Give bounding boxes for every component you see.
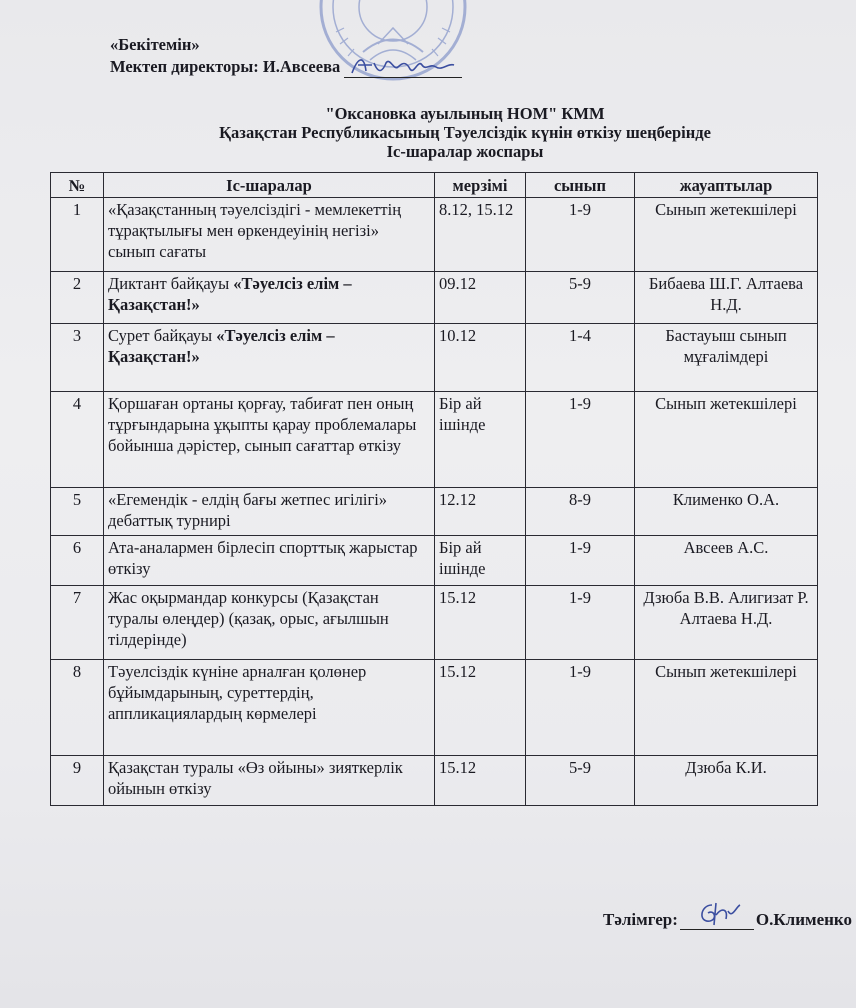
row-class: 5-9 — [526, 272, 635, 324]
footer-name: О.Клименко — [755, 910, 852, 929]
row-responsible: Бастауыш сынып мұғалімдері — [635, 324, 818, 392]
activity-bold-title: «Тәуелсіз елім – Қазақстан!» — [108, 274, 352, 314]
header-activities: Іс-шаралар — [104, 173, 435, 198]
row-activity — [104, 272, 435, 324]
row-responsible: Дзюба К.И. — [635, 756, 818, 806]
table-row — [51, 586, 818, 660]
activity-text: Сурет байқауы — [108, 326, 213, 345]
row-number: 2 — [51, 272, 104, 324]
activity-text: Диктант байқауы — [108, 274, 230, 293]
row-number: 4 — [51, 392, 104, 488]
row-responsible: Дзюба В.В. Алигизат Р. Алтаева Н.Д. — [635, 586, 818, 660]
director-signature — [348, 53, 458, 79]
activity-text: Тәуелсіздік күніне арналған қолөнер бұйымдарының, суреттердің, аппликациялардың көрмелері — [108, 662, 367, 723]
header-number: № — [51, 173, 104, 198]
row-activity — [104, 586, 435, 660]
row-activity — [104, 660, 435, 756]
row-responsible: Сынып жетекшілері — [635, 198, 818, 272]
document-heading — [80, 104, 850, 161]
activity-text: «Егемендік - елдің бағы жетпес игілігі» дебаттық турнирі — [108, 490, 388, 530]
row-activity — [104, 756, 435, 806]
activity-text: Жас оқырмандар конкурсы (Қазақстан туралы өлеңдер) (қазақ, орыс, ағылшын тілдерінде) — [108, 588, 389, 649]
row-class: 8-9 — [526, 488, 635, 536]
director-label: Мектеп директоры: И.Авсеева — [110, 57, 341, 76]
row-term: 10.12 — [435, 324, 526, 392]
footer-signature-line — [680, 911, 754, 930]
approval-block — [110, 34, 462, 78]
table-row — [51, 198, 818, 272]
activity-text: «Қазақстанның тәуелсіздігі - мемлекеттің тұрақтылығы мен өркендеуінің негізі» сынып сағаты — [108, 200, 402, 261]
activity-text: Қазақстан туралы «Өз ойыны» зияткерлік ойынын өткізу — [108, 758, 403, 798]
footer-role: Тәлімгер: — [602, 910, 678, 929]
row-term: 09.12 — [435, 272, 526, 324]
row-term: 15.12 — [435, 586, 526, 660]
row-responsible: Сынып жетекшілері — [635, 392, 818, 488]
row-number: 6 — [51, 536, 104, 586]
row-activity — [104, 392, 435, 488]
organization-name: "Оксановка ауылының НОМ" КММ — [325, 104, 605, 123]
row-responsible: Бибаева Ш.Г. Алтаева Н.Д. — [635, 272, 818, 324]
row-number: 1 — [51, 198, 104, 272]
row-number: 8 — [51, 660, 104, 756]
document-subtitle: Қазақстан Республикасының Тәуелсіздік күнін өткізу шеңберінде — [219, 123, 711, 142]
director-line — [110, 56, 462, 78]
table-row — [51, 324, 818, 392]
counselor-signature — [692, 899, 742, 929]
row-term: Бір ай ішінде — [435, 536, 526, 586]
document-title: Іс-шаралар жоспары — [386, 142, 544, 161]
row-number: 3 — [51, 324, 104, 392]
row-term: 15.12 — [435, 756, 526, 806]
row-activity — [104, 536, 435, 586]
row-term: 8.12, 15.12 — [435, 198, 526, 272]
row-activity — [104, 324, 435, 392]
row-class: 1-9 — [526, 392, 635, 488]
header-class: сынып — [526, 173, 635, 198]
row-term: 12.12 — [435, 488, 526, 536]
table-row — [51, 488, 818, 536]
row-number: 5 — [51, 488, 104, 536]
table-row — [51, 660, 818, 756]
row-responsible: Авсеев А.С. — [635, 536, 818, 586]
row-activity — [104, 488, 435, 536]
row-responsible: Клименко О.А. — [635, 488, 818, 536]
footer-signature — [603, 910, 852, 930]
activity-text: Қоршаған ортаны қорғау, табиғат пен оның тұрғындарына ұқыпты қарау проблемалары бойынша дәрістер, сынып сағаттар өткізу — [108, 394, 417, 455]
row-responsible: Сынып жетекшілері — [635, 660, 818, 756]
row-class: 5-9 — [526, 756, 635, 806]
table-row — [51, 756, 818, 806]
director-signature-line — [344, 59, 462, 78]
table-row — [51, 272, 818, 324]
row-class: 1-9 — [526, 536, 635, 586]
row-class: 1-9 — [526, 198, 635, 272]
row-class: 1-4 — [526, 324, 635, 392]
row-class: 1-9 — [526, 586, 635, 660]
approval-label: «Бекітемін» — [110, 35, 200, 54]
row-term: 15.12 — [435, 660, 526, 756]
table-row — [51, 392, 818, 488]
row-class: 1-9 — [526, 660, 635, 756]
header-responsible: жауаптылар — [635, 173, 818, 198]
table-header-row — [51, 173, 818, 198]
row-activity — [104, 198, 435, 272]
row-number: 9 — [51, 756, 104, 806]
row-number: 7 — [51, 586, 104, 660]
header-term: мерзімі — [435, 173, 526, 198]
row-term: Бір ай ішінде — [435, 392, 526, 488]
activity-bold-title: «Тәуелсіз елім – Қазақстан!» — [108, 326, 335, 366]
events-plan-table — [50, 172, 818, 806]
activity-text: Ата-аналармен бірлесіп спорттық жарыстар өткізу — [108, 538, 418, 578]
table-row — [51, 536, 818, 586]
